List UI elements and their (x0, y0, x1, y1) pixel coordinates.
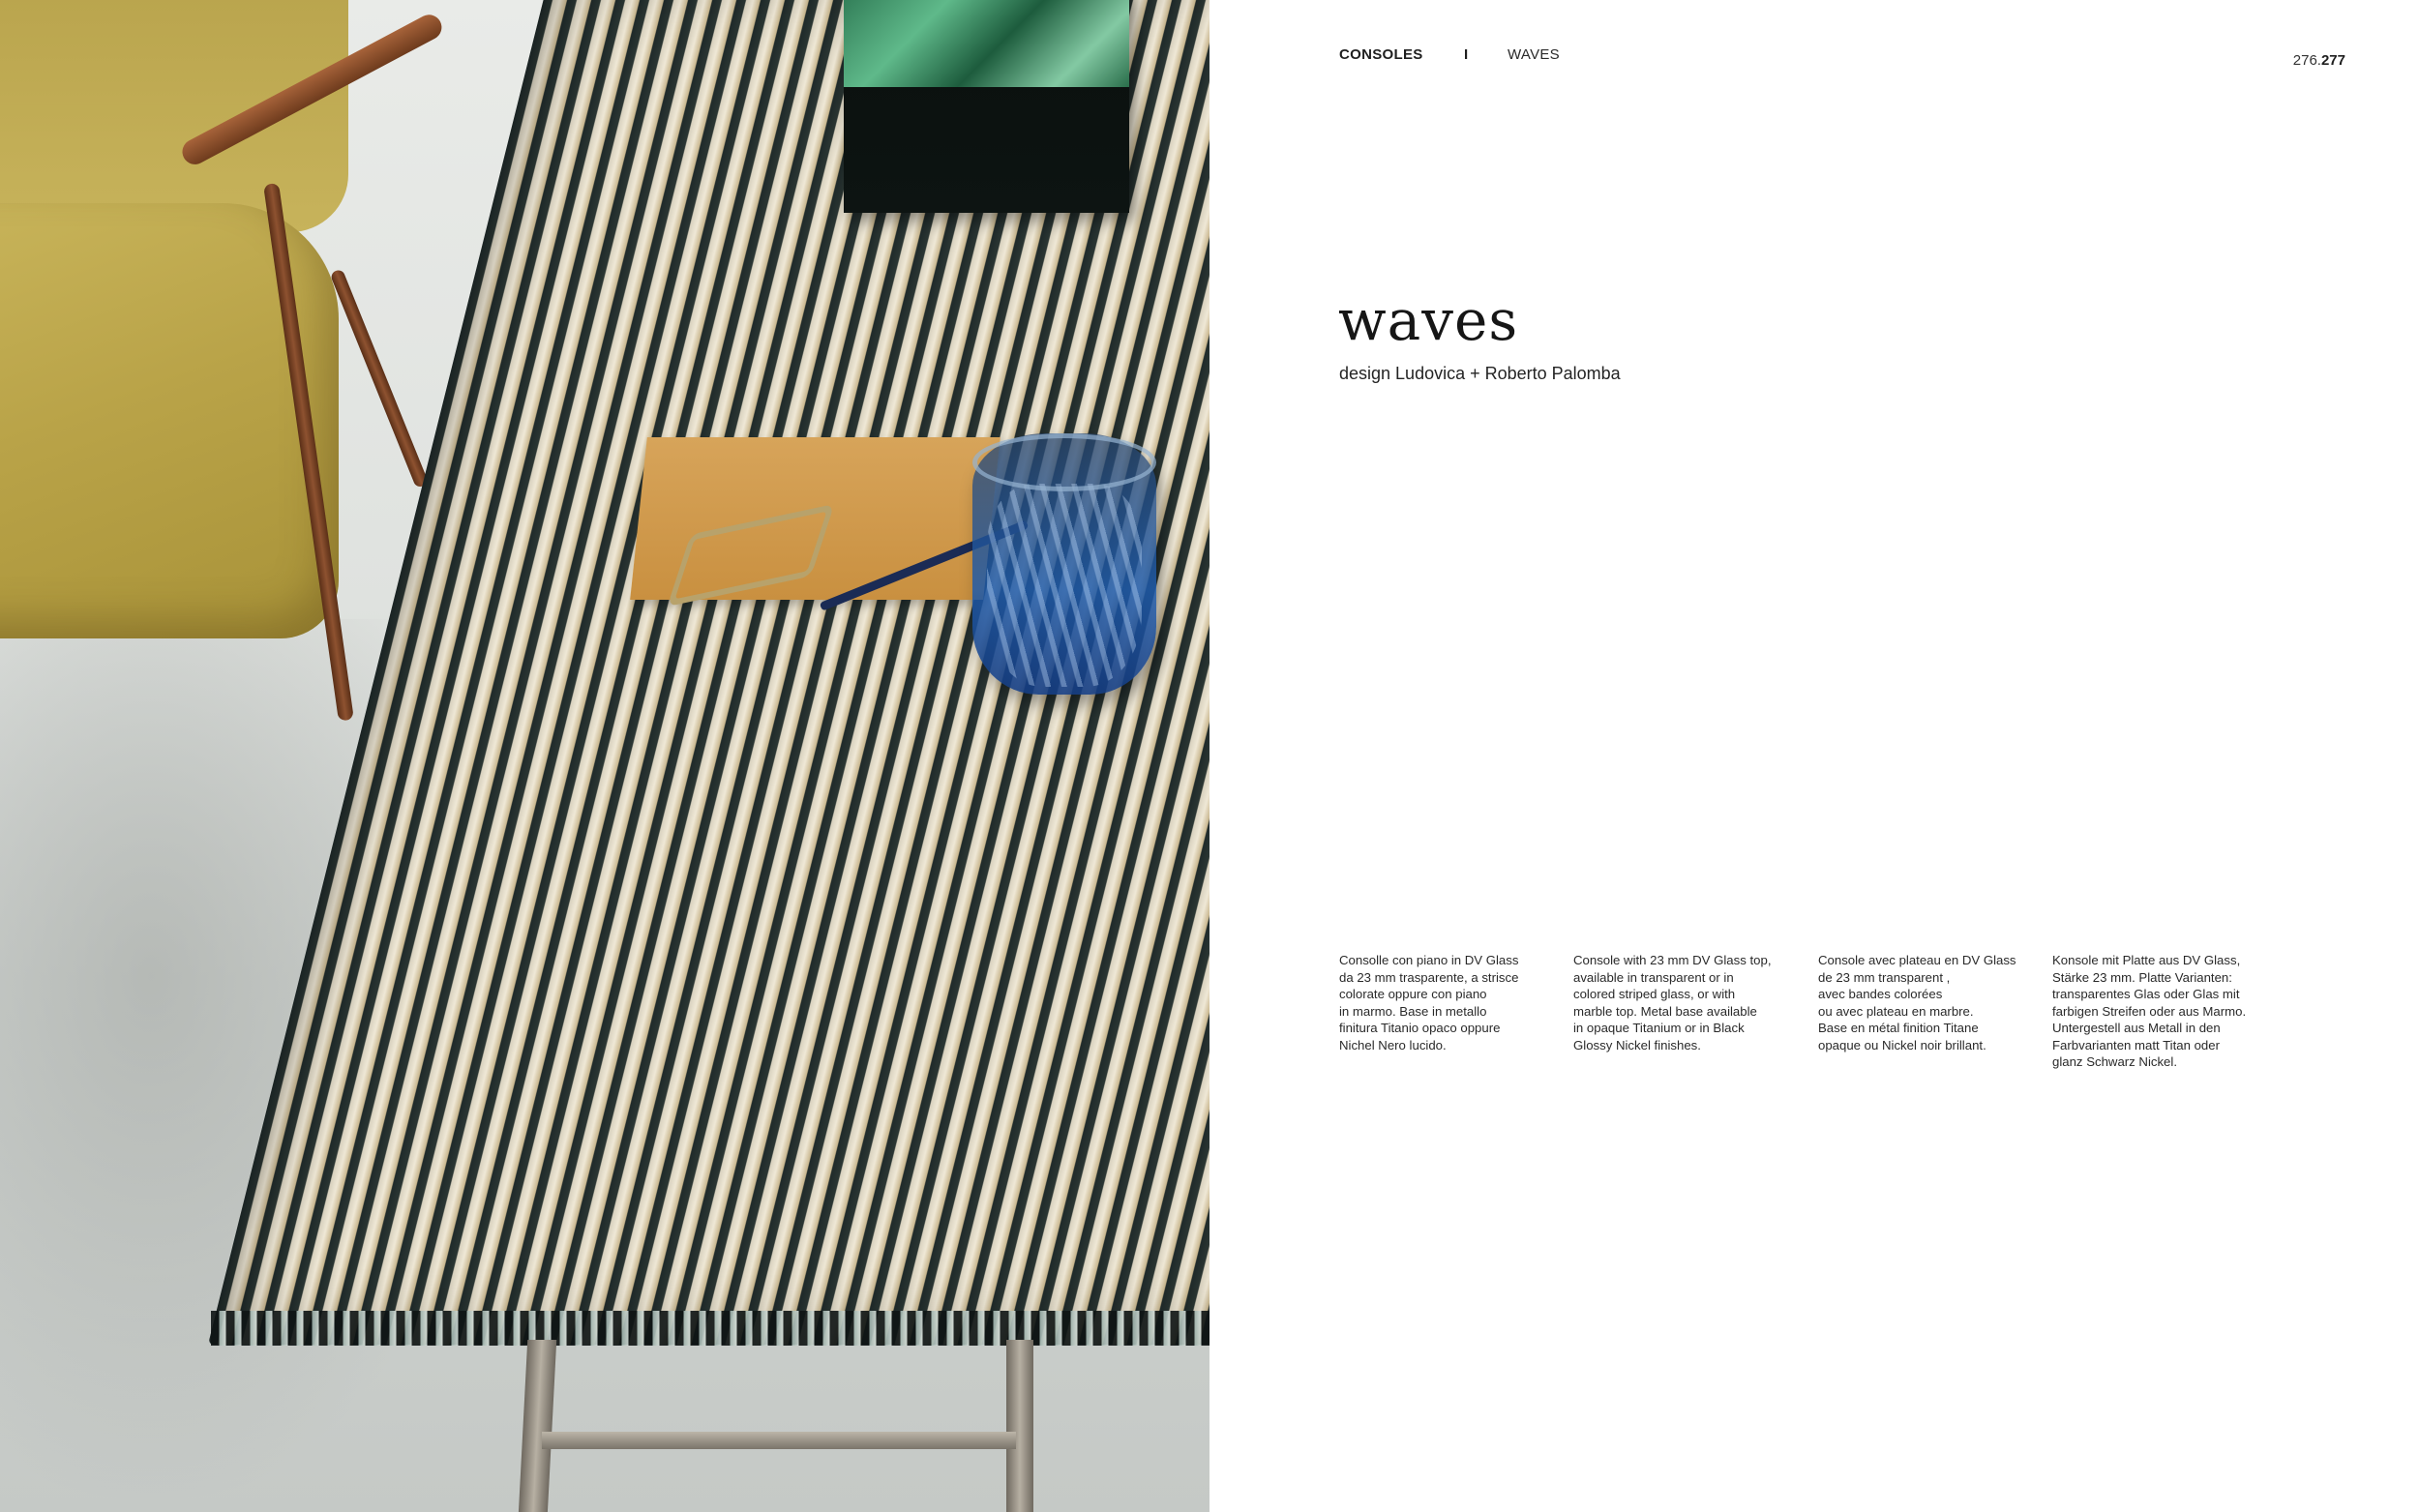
description-french: Console avec plateau en DV Glass de 23 mm transparent , avec bandes colorées ou avec plateau en marbre. Base en métal finition Titane opaque ou Nickel noir brillant. (1818, 953, 2016, 1052)
breadcrumb-separator: I (1464, 46, 1469, 63)
table-base-crossbar (542, 1432, 1016, 1449)
page-numbers (2293, 52, 2345, 69)
description-german: Konsole mit Platte aus DV Glass, Stärke 23 mm. Platte Varianten: transparentes Glas oder Glas mit farbigen Streifen oder aus Marmo. Untergestell aus Metall in den Farbvarianten matt Titan oder glanz Schwarz Nickel. (2052, 953, 2247, 1069)
description-english: Console with 23 mm DV Glass top, available in transparent or in colored striped glass, or with marble top. Metal base available in opaque Titanium or in Black Glossy Nickel finishes. (1573, 953, 1772, 1052)
breadcrumb-current: WAVES (1507, 46, 1560, 63)
table-base-leg (518, 1340, 556, 1512)
page-number-left: 276. (2292, 52, 2321, 69)
armchair-back (0, 0, 348, 232)
breadcrumb (1339, 46, 1560, 63)
page-number-right: 277 (2320, 52, 2345, 69)
decorative-box-lid (844, 0, 1129, 87)
description-italian: Consolle con piano in DV Glass da 23 mm trasparente, a strisce colorate oppure con piano in marmo. Base in metallo finitura Titanio opaco oppure Nichel Nero lucido. (1339, 953, 1519, 1052)
armchair-leg (330, 268, 430, 489)
table-top-edge (211, 1311, 1210, 1346)
blue-glass-rim (972, 433, 1156, 491)
table-base-leg (1006, 1340, 1033, 1512)
breadcrumb-section: CONSOLES (1339, 46, 1423, 63)
glass-reflection (987, 484, 1142, 687)
product-designer: design Ludovica + Roberto Palomba (1339, 364, 1621, 383)
product-title: waves (1338, 287, 1519, 353)
